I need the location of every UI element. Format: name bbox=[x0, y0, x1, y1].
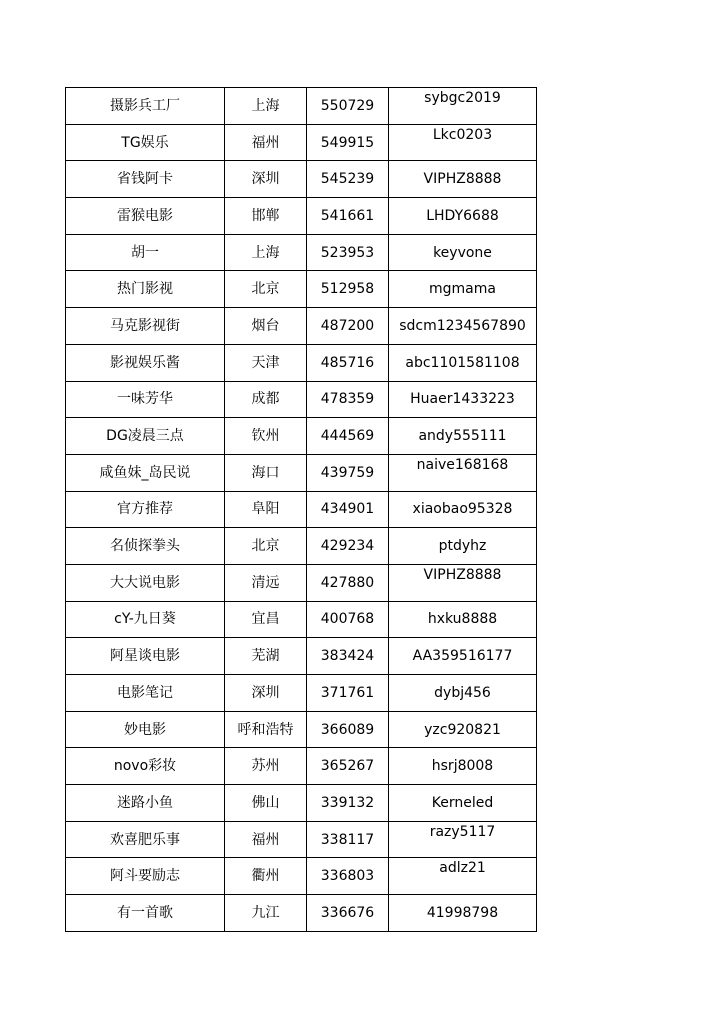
cell-id bbox=[389, 564, 537, 601]
cell-city-text: 成都 bbox=[251, 391, 280, 408]
table-row bbox=[66, 88, 537, 125]
cell-city-text: 衢州 bbox=[251, 868, 280, 885]
table-row bbox=[66, 748, 537, 785]
cell-number-text: 545239 bbox=[320, 171, 375, 188]
cell-city bbox=[225, 785, 307, 822]
cell-number-text: 512958 bbox=[320, 281, 375, 298]
cell-name bbox=[66, 124, 225, 161]
cell-number bbox=[307, 895, 389, 932]
cell-id bbox=[389, 711, 537, 748]
cell-number-text: 541661 bbox=[320, 207, 375, 224]
cell-city bbox=[225, 748, 307, 785]
cell-id-text: razy5117 bbox=[429, 823, 496, 840]
cell-id bbox=[389, 858, 537, 895]
cell-id-text: Lkc0203 bbox=[432, 126, 493, 143]
cell-name-text: 咸鱼妹_岛民说 bbox=[99, 464, 191, 481]
cell-id bbox=[389, 528, 537, 565]
table-row bbox=[66, 124, 537, 161]
cell-id-text: keyvone bbox=[433, 244, 492, 261]
cell-name bbox=[66, 271, 225, 308]
cell-city bbox=[225, 344, 307, 381]
table-row bbox=[66, 418, 537, 455]
cell-city-text: 北京 bbox=[251, 538, 280, 555]
cell-id-text: naive168168 bbox=[416, 456, 509, 473]
table-row bbox=[66, 638, 537, 675]
cell-number-text: 336803 bbox=[320, 868, 375, 885]
cell-id bbox=[389, 675, 537, 712]
cell-name bbox=[66, 564, 225, 601]
cell-name-text: 妙电影 bbox=[124, 721, 166, 738]
cell-number-text: 523953 bbox=[320, 244, 375, 261]
cell-number-text: 434901 bbox=[320, 501, 375, 518]
cell-city-text: 佛山 bbox=[251, 794, 280, 811]
cell-city-text: 上海 bbox=[251, 97, 280, 114]
table-row bbox=[66, 895, 537, 932]
cell-id bbox=[389, 88, 537, 125]
cell-name bbox=[66, 748, 225, 785]
cell-number-text: 366089 bbox=[320, 721, 375, 738]
cell-id-text: VIPHZ8888 bbox=[423, 566, 502, 583]
cell-number bbox=[307, 748, 389, 785]
cell-id-text: yzc920821 bbox=[424, 721, 501, 738]
cell-name-text: 马克影视街 bbox=[110, 317, 180, 334]
cell-number-text: 485716 bbox=[320, 354, 375, 371]
cell-number-text: 383424 bbox=[320, 648, 375, 665]
cell-number-text: 429234 bbox=[320, 538, 375, 555]
cell-id-text: sdcm1234567890 bbox=[399, 317, 526, 334]
cell-name-text: 电影笔记 bbox=[117, 684, 173, 701]
cell-city bbox=[225, 454, 307, 491]
cell-city-text: 烟台 bbox=[251, 317, 280, 334]
cell-city bbox=[225, 381, 307, 418]
cell-id-text: andy555111 bbox=[418, 428, 507, 445]
cell-name bbox=[66, 675, 225, 712]
cell-city bbox=[225, 528, 307, 565]
cell-id-text: AA359516177 bbox=[412, 648, 513, 665]
cell-id bbox=[389, 748, 537, 785]
cell-number bbox=[307, 454, 389, 491]
cell-name bbox=[66, 234, 225, 271]
cell-number bbox=[307, 381, 389, 418]
cell-city-text: 苏州 bbox=[251, 758, 280, 775]
table-row bbox=[66, 785, 537, 822]
cell-name bbox=[66, 785, 225, 822]
cell-number bbox=[307, 234, 389, 271]
cell-number-text: 487200 bbox=[320, 317, 375, 334]
cell-id-text: abc1101581108 bbox=[405, 354, 520, 371]
cell-id bbox=[389, 895, 537, 932]
table-row bbox=[66, 271, 537, 308]
cell-name-text: 热门影视 bbox=[117, 281, 173, 298]
cell-id bbox=[389, 198, 537, 235]
cell-city bbox=[225, 858, 307, 895]
cell-number-text: 444569 bbox=[320, 428, 375, 445]
cell-name-text: 迷路小鱼 bbox=[117, 794, 173, 811]
cell-name bbox=[66, 711, 225, 748]
cell-city bbox=[225, 491, 307, 528]
cell-number bbox=[307, 88, 389, 125]
table-row bbox=[66, 381, 537, 418]
cell-city-text: 天津 bbox=[251, 354, 280, 371]
cell-number-text: 365267 bbox=[320, 758, 375, 775]
cell-name bbox=[66, 858, 225, 895]
cell-name-text: cY-九日葵 bbox=[114, 611, 176, 628]
cell-id-text: sybgc2019 bbox=[424, 90, 501, 106]
cell-name-text: 省钱阿卡 bbox=[117, 171, 173, 188]
cell-number bbox=[307, 344, 389, 381]
cell-name bbox=[66, 161, 225, 198]
cell-city-text: 深圳 bbox=[251, 171, 280, 188]
cell-number bbox=[307, 124, 389, 161]
cell-city bbox=[225, 601, 307, 638]
cell-id-text: xiaobao95328 bbox=[412, 501, 513, 518]
cell-name bbox=[66, 88, 225, 125]
cell-city-text: 九江 bbox=[251, 904, 280, 921]
cell-name bbox=[66, 198, 225, 235]
cell-id-text: 41998798 bbox=[426, 904, 499, 921]
cell-number bbox=[307, 491, 389, 528]
table-row bbox=[66, 564, 537, 601]
cell-id bbox=[389, 638, 537, 675]
cell-name bbox=[66, 454, 225, 491]
cell-number-text: 478359 bbox=[320, 391, 375, 408]
table-row bbox=[66, 308, 537, 345]
cell-id bbox=[389, 234, 537, 271]
cell-number bbox=[307, 601, 389, 638]
cell-city-text: 福州 bbox=[251, 831, 280, 848]
cell-number bbox=[307, 858, 389, 895]
cell-number bbox=[307, 271, 389, 308]
cell-number-text: 336676 bbox=[320, 904, 375, 921]
cell-name bbox=[66, 895, 225, 932]
cell-name-text: 阿斗要励志 bbox=[110, 868, 180, 885]
cell-number bbox=[307, 198, 389, 235]
cell-id bbox=[389, 601, 537, 638]
cell-id-text: ptdyhz bbox=[438, 538, 487, 555]
cell-id bbox=[389, 344, 537, 381]
cell-city bbox=[225, 308, 307, 345]
cell-name bbox=[66, 418, 225, 455]
cell-name bbox=[66, 491, 225, 528]
cell-city bbox=[225, 564, 307, 601]
cell-id bbox=[389, 308, 537, 345]
cell-number-text: 400768 bbox=[320, 611, 375, 628]
table-row bbox=[66, 528, 537, 565]
cell-id-text: hsrj8008 bbox=[431, 758, 494, 775]
cell-name-text: 胡一 bbox=[131, 244, 159, 261]
cell-id-text: LHDY6688 bbox=[426, 207, 499, 224]
cell-name bbox=[66, 601, 225, 638]
cell-id-text: dybj456 bbox=[434, 684, 491, 701]
table-row bbox=[66, 601, 537, 638]
cell-number bbox=[307, 161, 389, 198]
cell-name-text: 有一首歌 bbox=[117, 904, 173, 921]
cell-city-text: 北京 bbox=[251, 281, 280, 298]
cell-id bbox=[389, 161, 537, 198]
cell-number bbox=[307, 564, 389, 601]
cell-number-text: 549915 bbox=[320, 134, 375, 151]
cell-number-text: 371761 bbox=[320, 684, 375, 701]
cell-city-text: 福州 bbox=[251, 134, 280, 151]
cell-number bbox=[307, 675, 389, 712]
cell-city-text: 钦州 bbox=[251, 428, 280, 445]
table-row bbox=[66, 344, 537, 381]
cell-city bbox=[225, 638, 307, 675]
cell-city bbox=[225, 234, 307, 271]
cell-id bbox=[389, 821, 537, 858]
cell-id-text: adlz21 bbox=[439, 860, 486, 877]
cell-city-text: 邯郸 bbox=[251, 207, 280, 224]
cell-id-text: VIPHZ8888 bbox=[423, 171, 502, 188]
table-row bbox=[66, 858, 537, 895]
cell-name-text: novo彩妆 bbox=[113, 758, 177, 775]
cell-city-text: 深圳 bbox=[251, 684, 280, 701]
cell-city-text: 海口 bbox=[251, 464, 280, 481]
cell-name-text: 影视娱乐酱 bbox=[110, 354, 180, 371]
cell-id bbox=[389, 491, 537, 528]
cell-city bbox=[225, 161, 307, 198]
table-row bbox=[66, 234, 537, 271]
cell-number bbox=[307, 528, 389, 565]
cell-id-text: mgmama bbox=[429, 281, 496, 298]
cell-id-text: Kerneled bbox=[431, 794, 494, 811]
cell-name bbox=[66, 528, 225, 565]
table-row bbox=[66, 161, 537, 198]
cell-id-text: Huaer1433223 bbox=[410, 391, 515, 408]
table-row bbox=[66, 454, 537, 491]
cell-city-text: 阜阳 bbox=[251, 501, 280, 518]
cell-number bbox=[307, 711, 389, 748]
cell-id bbox=[389, 381, 537, 418]
cell-number bbox=[307, 785, 389, 822]
cell-name-text: DG凌晨三点 bbox=[106, 428, 184, 445]
cell-id bbox=[389, 454, 537, 491]
cell-name-text: 阿星谈电影 bbox=[110, 648, 180, 665]
cell-name-text: 雷猴电影 bbox=[117, 207, 173, 224]
cell-name-text: 名侦探拳头 bbox=[110, 538, 180, 555]
cell-city bbox=[225, 124, 307, 161]
cell-name-text: 欢喜肥乐事 bbox=[110, 831, 180, 848]
table-row bbox=[66, 711, 537, 748]
cell-city bbox=[225, 675, 307, 712]
cell-city bbox=[225, 418, 307, 455]
cell-name-text: 一味芳华 bbox=[117, 391, 173, 408]
cell-number bbox=[307, 308, 389, 345]
cell-number-text: 338117 bbox=[320, 831, 375, 848]
cell-number-text: 427880 bbox=[320, 574, 375, 591]
cell-name bbox=[66, 308, 225, 345]
table-row bbox=[66, 675, 537, 712]
cell-name bbox=[66, 344, 225, 381]
cell-name bbox=[66, 821, 225, 858]
cell-name-text: 大大说电影 bbox=[110, 574, 180, 591]
cell-city-text: 呼和浩特 bbox=[237, 721, 294, 738]
cell-number bbox=[307, 821, 389, 858]
cell-city bbox=[225, 271, 307, 308]
cell-city bbox=[225, 198, 307, 235]
cell-city bbox=[225, 88, 307, 125]
cell-city-text: 清远 bbox=[251, 574, 280, 591]
cell-number-text: 339132 bbox=[320, 794, 375, 811]
cell-number-text: 550729 bbox=[320, 97, 375, 114]
table-body bbox=[66, 88, 537, 932]
cell-number-text: 439759 bbox=[320, 464, 375, 481]
table-row bbox=[66, 491, 537, 528]
cell-name-text: 摄影兵工厂 bbox=[110, 97, 180, 114]
cell-id bbox=[389, 124, 537, 161]
cell-number bbox=[307, 418, 389, 455]
cell-city-text: 上海 bbox=[251, 244, 280, 261]
cell-city bbox=[225, 711, 307, 748]
cell-id bbox=[389, 271, 537, 308]
cell-name bbox=[66, 638, 225, 675]
cell-name-text: 官方推荐 bbox=[117, 501, 173, 518]
data-table bbox=[65, 87, 537, 932]
table-row bbox=[66, 821, 537, 858]
cell-name bbox=[66, 381, 225, 418]
cell-city bbox=[225, 895, 307, 932]
cell-number bbox=[307, 638, 389, 675]
cell-id bbox=[389, 785, 537, 822]
table-row bbox=[66, 198, 537, 235]
cell-city bbox=[225, 821, 307, 858]
cell-name-text: TG娱乐 bbox=[121, 134, 169, 151]
cell-id bbox=[389, 418, 537, 455]
cell-id-text: hxku8888 bbox=[427, 611, 498, 628]
cell-city-text: 宜昌 bbox=[251, 611, 280, 628]
cell-city-text: 芜湖 bbox=[251, 648, 280, 665]
